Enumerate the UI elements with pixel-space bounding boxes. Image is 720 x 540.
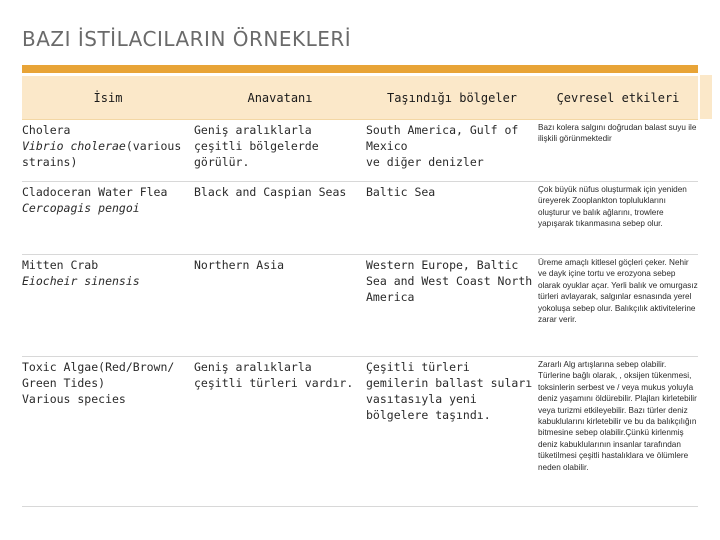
header-homeland: Anavatanı — [194, 76, 366, 120]
accent-bar — [22, 65, 698, 73]
species-scientific-name: Cercopagis pengoi — [22, 201, 140, 215]
cell-effects: Zararlı Alg artışlarına sebep olabilir. Türlerine bağlı olarak, , oksijen tükenmesi, toksinlerin serbest ve / veya mukus yoluyla deniz yaşamını öldürebilir. Plajları kirletebilir veya turizmi etkileyebilir. Bazı türler deniz kabuklularını kirletebilir ve bu da balıkçılığın bitmesine sebep olabilir.Çünkü kirlenmiş deniz kabuklularının insanlar tarafından tüketilmesi çeşitli hastalıklara ve ölümlere neden olabilir. — [538, 357, 698, 507]
table-row — [22, 120, 698, 182]
species-common-name: Cladoceran Water Flea — [22, 185, 168, 199]
header-name: İsim — [22, 76, 194, 120]
species-name-extra: (various strains) — [22, 139, 182, 169]
table-row — [22, 182, 698, 255]
cell-effects: Üreme amaçlı kitlesel göçleri çeker. Nehir ve dayk içine tortu ve erozyona sebep olarak oyuklar açar. Yerli balık ve omurgasız türleri avlayarak, salgınlar esnasında yerel yokoluşa sebep olur. Balıkçılık aktivitelerine zarar verir. — [538, 255, 698, 357]
header-effects: Çevresel etkileri — [538, 76, 698, 120]
slide-title: BAZI İSTİLACILARIN ÖRNEKLERİ — [22, 27, 352, 51]
species-scientific-name: Eiocheir sinensis — [22, 274, 140, 288]
cell-name — [22, 357, 194, 507]
cell-homeland: Geniş aralıklarla çeşitli türleri vardır. — [194, 357, 366, 507]
regions-text: South America, Gulf of Mexico — [366, 123, 519, 153]
species-common-name: Toxic Algae(Red/Brown/ Green Tides) — [22, 360, 175, 390]
cell-homeland: Northern Asia — [194, 255, 366, 357]
cell-regions: Çeşitli türleri gemilerin ballast suları vasıtasıyla yeni bölgelere taşındı. — [366, 357, 538, 507]
cell-homeland: Black and Caspian Seas — [194, 182, 366, 255]
table-header-row — [22, 76, 698, 120]
regions-extra: ve diğer denizler — [366, 155, 484, 169]
invasive-species-table — [22, 76, 698, 507]
cell-name — [22, 120, 194, 182]
header-edge-decoration — [700, 75, 712, 119]
species-scientific-name: Vibrio cholerae — [22, 139, 126, 153]
species-scientific-name: Various species — [22, 392, 126, 406]
species-common-name: Mitten Crab — [22, 258, 99, 272]
cell-regions — [366, 120, 538, 182]
cell-regions: Baltic Sea — [366, 182, 538, 255]
cell-name — [22, 182, 194, 255]
cell-homeland: Geniş aralıklarla çeşitli bölgelerde görülür. — [194, 120, 366, 182]
species-common-name: Cholera — [22, 123, 71, 137]
cell-regions: Western Europe, Baltic Sea and West Coast North America — [366, 255, 538, 357]
table-row — [22, 357, 698, 507]
cell-effects: Bazı kolera salgını doğrudan balast suyu ile ilişkili görünmektedir — [538, 120, 698, 182]
cell-name — [22, 255, 194, 357]
cell-effects: Çok büyük nüfus oluşturmak için yeniden üreyerek Zooplankton topluluklarını oluşturur ve balık ağlarını, trowlere yapışarak tıkanmasına sebep olur. — [538, 182, 698, 255]
table-row — [22, 255, 698, 357]
header-regions: Taşındığı bölgeler — [366, 76, 538, 120]
